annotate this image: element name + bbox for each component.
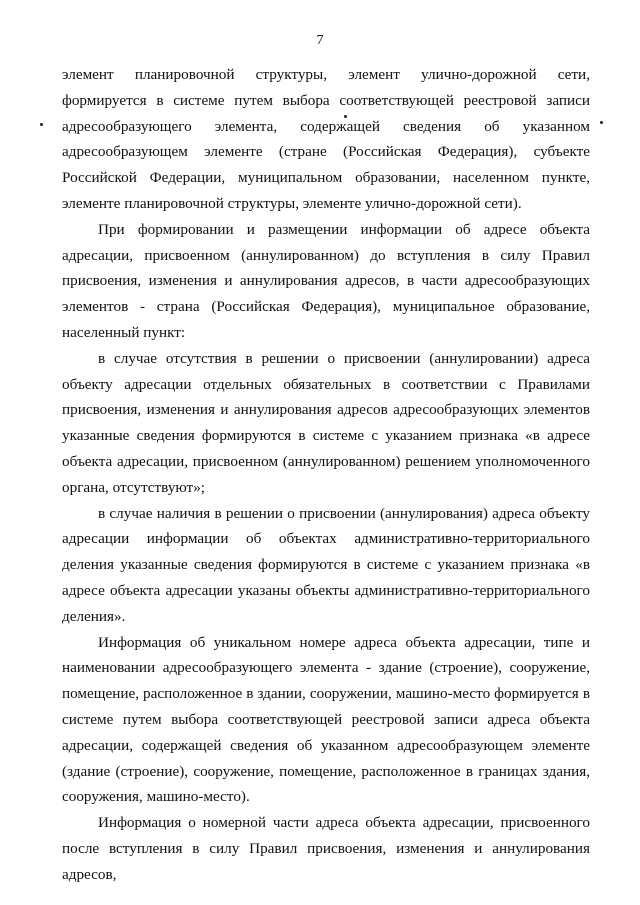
scan-speck [600, 121, 603, 124]
paragraph: Информация о номерной части адреса объекта адресации, присвоенного после вступления в силу Правил присвоения, изменения и аннулирования адресов, [62, 814, 590, 883]
paragraph: Информация об уникальном номере адреса объекта адресации, типе и наименовании адресообразующего элемента - здание (строение), сооружение, помещение, расположенное в здании, сооружении, машино-место формируется в системе путем выбора соответствующей реестровой записи адреса объекта адресации, содержащей сведения об указанном адресообразующем элементе (здание (строение), сооружение, помещение, расположенное в границах здания, сооружения, машино-место). [62, 633, 590, 806]
paragraph-continuation: элемент планировочной структуры, элемент улично-дорожной сети, формируется в системе путем выбора соответствующей реестровой записи адресообразующего элемента, содержащей сведения об указанном адресообразующем элементе (стране (Российская Федерация), субъекте Российской Федерации, муниципальном образовании, населенном пункте, элементе планировочной структуры, элементе улично-дорожной сети). [62, 66, 590, 212]
document-body [62, 62, 590, 888]
paragraph: При формировании и размещении информации об адресе объекта адресации, присвоенном (аннулированном) до вступления в силу Правил присвоения, изменения и аннулирования адресов, в части адресообразующих элементов - страна (Российская Федерация), муниципальное образование, населенный пункт: [62, 220, 590, 341]
paragraph: в случае наличия в решении о присвоении (аннулирования) адреса объекту адресации информации об объектах административно-территориального деления указанные сведения формируются в системе с указанием признака «в адресе объекта адресации указаны объекты административно-территориального деления». [62, 504, 590, 625]
page-number: 7 [316, 33, 324, 48]
paragraph: в случае отсутствия в решении о присвоении (аннулировании) адреса объекту адресации отдельных обязательных в соответствии с Правилами присвоения, изменения и аннулирования адресов адресообразующих элементов указанные сведения формируются в системе с указанием признака «в адресе объекта адресации, присвоенном (аннулированном) решением уполномоченного органа, отсутствуют»; [62, 349, 590, 496]
scan-speck [40, 123, 43, 126]
